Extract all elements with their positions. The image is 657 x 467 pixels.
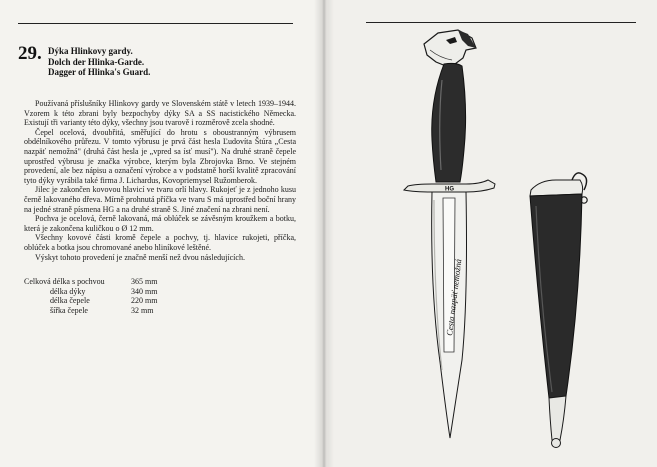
title-english: Dagger of Hlinka's Guard. <box>48 67 151 77</box>
paragraph: Čepel ocelová, dvoubřitá, směřující do hrotu s oboustranným výbrusem obdélníkového průřezu. V tomto výbrusu je prvá část hesla Ľudovíta Štúra „Cesta nazpäť nemožná" (druhá část hesla je „vpred sa ísť musí"). Na druhé straně čepele uprostřed výbrusu je značka výrobce, kterým byla Zbrojovka Brno. Ve stejném provedení, ale bez nápisu a označení výrobce a v podstatně horší kvalitě zpracování tyto dýky vyrábila také firma J. Lichardus, Kovopriemysel Ružomberok. <box>24 127 296 185</box>
entry-number: 29. <box>18 43 42 64</box>
paragraph: Všechny kovové části kromě čepele a pochvy, tj. hlavice rukojeti, příčka, oblúček a botka jsou chromované anebo hliníkové leštěné. <box>24 233 296 252</box>
blade-inscription: Cesta nazpäť nemožná <box>444 258 464 337</box>
paragraph: Výskyt tohoto provedení je značně menší než dvou následujících. <box>35 252 245 262</box>
spec-value: 340 mm <box>131 286 158 296</box>
dagger-grip <box>432 63 466 182</box>
spec-value: 365 mm <box>131 277 158 286</box>
scabbard-body <box>530 194 582 398</box>
spec-label: délka čepele <box>50 296 90 306</box>
paragraph: Používaná příslušníky Hlinkovy gardy ve Slovenském státě v letech 1939–1944. Vzorem k této zbrani byly bezpochyby dýky SA a SS nacistického Německa. Existují tři varianty této dýky, všechny jsou tvarově i rozměrově zcela shodné. <box>24 99 296 128</box>
scabbard-throat <box>530 180 583 196</box>
spec-label: Celková délka s pochvou <box>24 277 105 286</box>
spec-value: 32 mm <box>131 305 154 315</box>
chape-ball <box>552 439 561 448</box>
spec-label: délka dýky <box>50 286 86 296</box>
scabbard-chape <box>549 396 566 440</box>
guard-marking-hg: HG <box>445 186 454 193</box>
title-german: Dolch der Hlinka-Garde. <box>48 56 145 67</box>
spec-label: šířka čepele <box>50 305 88 315</box>
paragraph: Pochva je ocelová, černě lakovaná, má oblúček se závěsným kroužkem a botku, která je zakončena kuličkou o Ø 12 mm. <box>24 214 296 233</box>
paragraph: Jilec je zakončen kovovou hlavicí ve tvaru orlí hlavy. Rukojeť je z jednoho kusu černě lakovaného dřeva. Mírně prohnutá příčka ve tvaru S má uprostřed boční hrany na jedné straně písmena HG a na druhé straně S. Jiné značení na zbrani není. <box>24 185 296 214</box>
title-czech: Dýka Hlinkovy gardy. <box>48 46 133 56</box>
spec-value: 220 mm <box>131 296 158 306</box>
